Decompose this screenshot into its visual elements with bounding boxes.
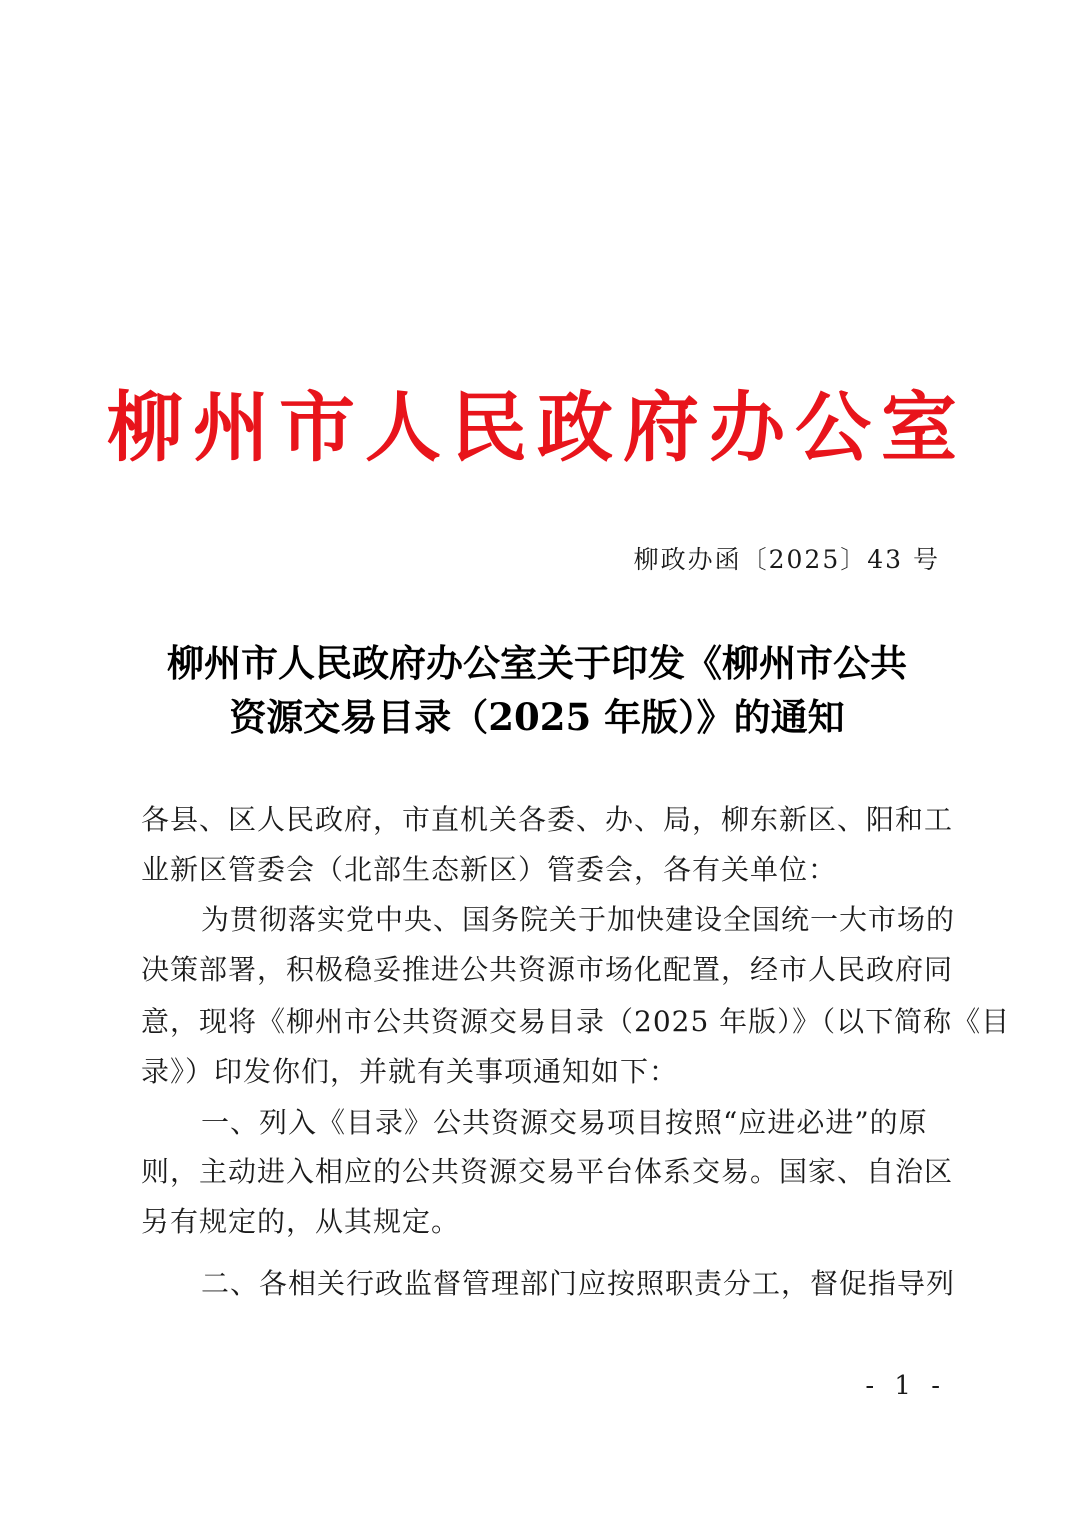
paragraph-3-line-1: 二、各相关行政监督管理部门应按照职责分工，督促指导列: [201, 1267, 956, 1300]
paragraph-2-line-1: 一、列入《目录》公共资源交易项目按照“应进必进”的原: [201, 1106, 928, 1139]
paragraph-1-line-4: 录》）印发你们，并就有关事项通知如下：: [141, 1055, 679, 1088]
paragraph-1-line-1: 为贯彻落实党中央、国务院关于加快建设全国统一大市场的: [201, 903, 956, 936]
issuing-organization-header: 柳州市人民政府办公室: [107, 383, 967, 472]
salutation-line-2: 业新区管委会（北部生态新区）管委会，各有关单位：: [141, 853, 838, 886]
paragraph-2-line-3: 另有规定的，从其规定。: [141, 1205, 461, 1238]
paragraph-2-line-2: 则，主动进入相应的公共资源交易平台体系交易。国家、自治区: [141, 1155, 954, 1188]
document-title-line-1: 柳州市人民政府办公室关于印发《柳州市公共: [167, 641, 907, 685]
page-number: - 1 -: [865, 1371, 946, 1401]
document-number: 柳政办函〔2025〕43 号: [633, 545, 940, 574]
salutation-line-1: 各县、区人民政府，市直机关各委、办、局，柳东新区、阳和工: [141, 803, 954, 836]
paragraph-1-line-3: 意，现将《柳州市公共资源交易目录（2025 年版）》（以下简称《目: [141, 1005, 1011, 1038]
paragraph-1-line-2: 决策部署，积极稳妥推进公共资源市场化配置，经市人民政府同: [141, 953, 954, 986]
document-title-line-2: 资源交易目录（2025 年版）》的通知: [229, 695, 845, 739]
